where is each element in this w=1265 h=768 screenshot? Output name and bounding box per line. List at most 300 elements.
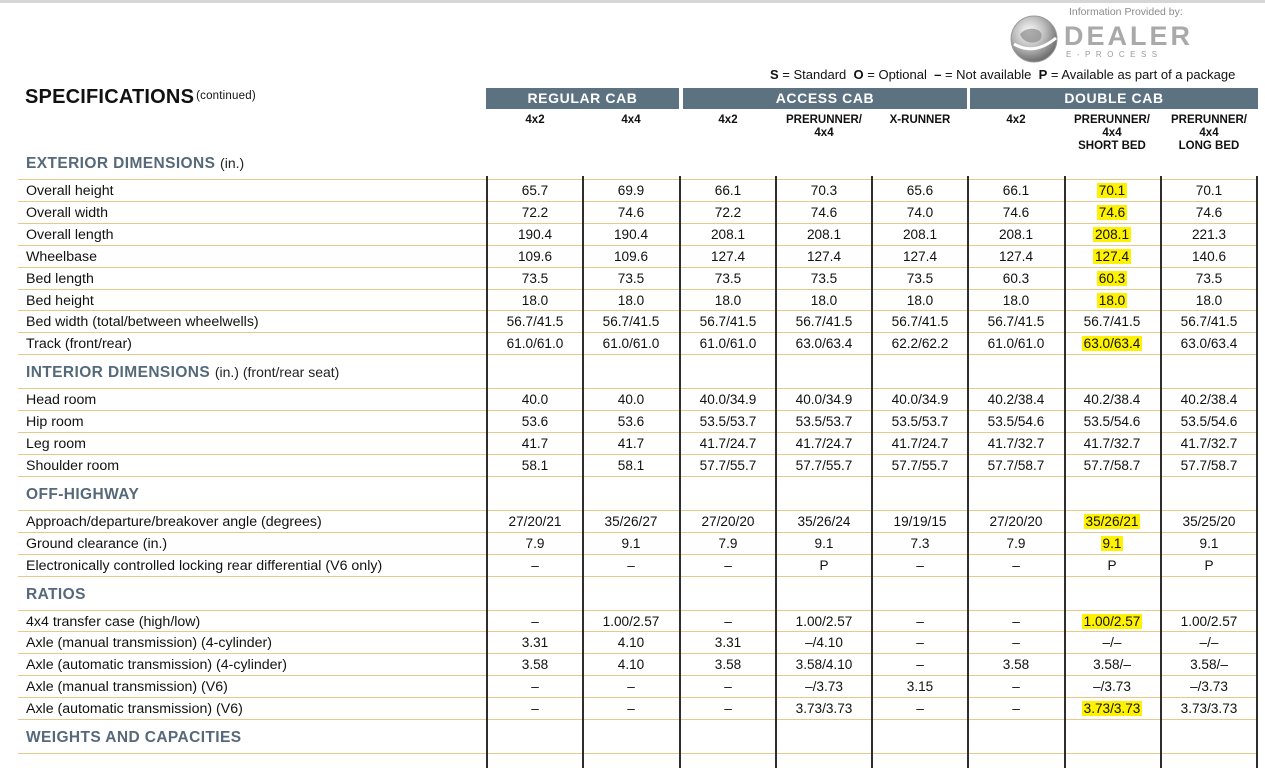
table-cell bbox=[874, 293, 966, 308]
table-cell bbox=[970, 657, 1062, 672]
cell-value: 7.3 bbox=[910, 535, 930, 551]
table-cell bbox=[1163, 205, 1255, 220]
table-cell bbox=[489, 536, 581, 551]
cell-value: 3.15 bbox=[906, 679, 934, 695]
table-cell bbox=[1066, 614, 1158, 629]
table-row bbox=[0, 610, 1265, 632]
cell-value: 3.58 bbox=[714, 657, 742, 673]
cell-value: 3.31 bbox=[714, 635, 742, 651]
table-cell bbox=[874, 205, 966, 220]
table-cell bbox=[1066, 536, 1158, 551]
table-cell bbox=[585, 336, 677, 351]
cell-value: P bbox=[1107, 557, 1117, 573]
variant-header-line: 4x2 bbox=[718, 114, 738, 126]
cell-value: – bbox=[724, 679, 732, 695]
table-cell bbox=[874, 635, 966, 650]
table-cell bbox=[778, 314, 870, 329]
table-cell bbox=[489, 183, 581, 198]
cell-value: 127.4 bbox=[806, 248, 842, 264]
table-row bbox=[0, 631, 1265, 653]
logo-brand-subtext: E-PROCESS bbox=[1066, 50, 1163, 59]
cell-value: 73.5 bbox=[906, 270, 934, 286]
table-cell bbox=[489, 657, 581, 672]
variant-header bbox=[778, 114, 870, 140]
table-cell bbox=[585, 271, 677, 286]
table-cell bbox=[874, 514, 966, 529]
provider-label: Information Provided by: bbox=[1069, 6, 1183, 18]
variant-header bbox=[874, 114, 966, 127]
cell-value: 35/26/21 bbox=[1085, 513, 1139, 529]
cell-value: 127.4 bbox=[902, 248, 938, 264]
cell-value: 74.0 bbox=[906, 204, 934, 220]
cell-value: – bbox=[531, 557, 539, 573]
table-cell bbox=[489, 205, 581, 220]
table-cell bbox=[682, 536, 774, 551]
table-cell bbox=[1163, 657, 1255, 672]
table-row bbox=[0, 675, 1265, 697]
cell-value: 66.1 bbox=[1002, 183, 1030, 198]
cell-value: – bbox=[531, 679, 539, 695]
column-separator bbox=[871, 176, 873, 768]
table-cell bbox=[778, 293, 870, 308]
row-label: Track (front/rear) bbox=[26, 336, 132, 353]
variant-header-line: PRERUNNER/ bbox=[785, 114, 863, 126]
table-cell bbox=[1066, 514, 1158, 529]
table-cell bbox=[970, 293, 1062, 308]
table-cell bbox=[970, 249, 1062, 264]
table-cell bbox=[874, 249, 966, 264]
cell-value: 40.0/34.9 bbox=[891, 392, 949, 408]
table-cell bbox=[1066, 293, 1158, 308]
cell-value: 208.1 bbox=[998, 226, 1034, 242]
cell-value: 73.5 bbox=[1195, 270, 1223, 286]
table-cell bbox=[1163, 414, 1255, 429]
cell-value: – bbox=[531, 613, 539, 629]
table-cell bbox=[970, 458, 1062, 473]
table-cell bbox=[682, 701, 774, 716]
column-separator bbox=[1160, 176, 1162, 768]
cell-value: 73.5 bbox=[521, 270, 549, 286]
cell-value: 72.2 bbox=[714, 204, 742, 220]
variant-header-line: 4x4 bbox=[621, 114, 641, 126]
cell-value: 63.0/63.4 bbox=[1180, 336, 1238, 352]
cell-value: 3.58/4.10 bbox=[795, 657, 853, 673]
cell-value: – bbox=[1012, 613, 1020, 629]
cell-value: 35/25/20 bbox=[1182, 513, 1236, 529]
cell-value: 18.0 bbox=[1098, 292, 1126, 308]
section-unit: (in.) (front/rear seat) bbox=[214, 364, 340, 381]
table-row bbox=[0, 179, 1265, 201]
column-separator bbox=[775, 176, 777, 768]
table-cell bbox=[682, 392, 774, 407]
cell-value: 53.6 bbox=[617, 414, 645, 430]
cab-header-1: REGULAR CAB bbox=[486, 88, 679, 109]
table-cell bbox=[778, 183, 870, 198]
table-cell bbox=[585, 679, 677, 694]
page-title-sub: (continued) bbox=[196, 90, 256, 102]
cell-value: 53.6 bbox=[521, 414, 549, 430]
cell-value: 127.4 bbox=[1094, 248, 1130, 264]
cell-value: 27/20/20 bbox=[701, 513, 755, 529]
row-label: Electronically controlled locking rear differential (V6 only) bbox=[26, 557, 383, 574]
table-cell bbox=[585, 558, 677, 573]
table-cell bbox=[778, 514, 870, 529]
cell-value: 3.58/– bbox=[1190, 657, 1228, 673]
cell-value: 56.7/41.5 bbox=[987, 314, 1045, 330]
legend-s-text: = Standard bbox=[782, 67, 847, 82]
cell-value: – bbox=[724, 701, 732, 717]
row-divider bbox=[18, 753, 1258, 754]
column-separator bbox=[486, 176, 488, 768]
table-cell bbox=[585, 183, 677, 198]
table-cell bbox=[489, 635, 581, 650]
table-cell bbox=[585, 293, 677, 308]
table-cell bbox=[970, 227, 1062, 242]
table-row bbox=[0, 532, 1265, 554]
table-cell bbox=[1066, 336, 1158, 351]
variant-header bbox=[585, 114, 677, 127]
table-cell bbox=[778, 336, 870, 351]
cell-value: 56.7/41.5 bbox=[699, 314, 757, 330]
cell-value: 40.0/34.9 bbox=[795, 392, 853, 408]
variant-header-line: SHORT BED bbox=[1078, 140, 1146, 152]
table-cell bbox=[970, 558, 1062, 573]
cell-value: 40.2/38.4 bbox=[1180, 392, 1238, 408]
row-divider bbox=[18, 719, 1258, 720]
column-separator bbox=[679, 176, 681, 768]
cell-value: 62.2/62.2 bbox=[891, 336, 949, 352]
table-cell bbox=[1066, 205, 1158, 220]
table-cell bbox=[874, 314, 966, 329]
table-cell bbox=[778, 536, 870, 551]
table-cell bbox=[778, 227, 870, 242]
table-cell bbox=[970, 205, 1062, 220]
variant-header bbox=[682, 114, 774, 127]
table-cell bbox=[489, 436, 581, 451]
table-cell bbox=[1163, 271, 1255, 286]
table-cell bbox=[1163, 614, 1255, 629]
table-cell bbox=[489, 271, 581, 286]
cell-value: 74.6 bbox=[1098, 204, 1126, 220]
table-cell bbox=[1066, 271, 1158, 286]
cell-value: 9.1 bbox=[1102, 535, 1122, 551]
table-cell bbox=[489, 614, 581, 629]
variant-header-line: PRERUNNER/ bbox=[1170, 114, 1248, 126]
table-cell bbox=[1163, 392, 1255, 407]
table-cell bbox=[970, 514, 1062, 529]
cell-value: 18.0 bbox=[1002, 292, 1030, 308]
cell-value: 7.9 bbox=[525, 535, 545, 551]
cell-value: 53.5/53.7 bbox=[699, 414, 757, 430]
legend-dash-key: – bbox=[934, 67, 942, 82]
variant-header-line: 4x4 bbox=[1199, 127, 1219, 139]
row-label: Wheelbase bbox=[26, 248, 97, 265]
section-unit: (in.) bbox=[220, 155, 245, 171]
cell-value: 70.1 bbox=[1195, 183, 1223, 198]
cell-value: 7.9 bbox=[718, 535, 738, 551]
table-cell bbox=[489, 701, 581, 716]
cell-value: 3.31 bbox=[521, 635, 549, 651]
cell-value: 3.73/3.73 bbox=[795, 701, 853, 717]
cell-value: P bbox=[1204, 557, 1214, 573]
cell-value: 4.10 bbox=[617, 635, 645, 651]
table-cell bbox=[489, 414, 581, 429]
cell-value: 40.2/38.4 bbox=[1083, 392, 1141, 408]
cell-value: 18.0 bbox=[521, 292, 549, 308]
table-cell bbox=[874, 414, 966, 429]
variant-header-line: LONG BED bbox=[1178, 140, 1240, 152]
table-row bbox=[0, 201, 1265, 223]
cell-value: 66.1 bbox=[714, 183, 742, 198]
row-label: Bed length bbox=[26, 270, 94, 287]
table-cell bbox=[970, 701, 1062, 716]
cell-value: 57.7/55.7 bbox=[699, 457, 757, 473]
table-row bbox=[0, 510, 1265, 532]
cell-value: 109.6 bbox=[517, 248, 553, 264]
table-cell bbox=[585, 414, 677, 429]
table-cell bbox=[1163, 536, 1255, 551]
table-cell bbox=[1163, 314, 1255, 329]
table-cell bbox=[874, 392, 966, 407]
cell-value: 61.0/61.0 bbox=[506, 336, 564, 352]
cell-value: 58.1 bbox=[521, 457, 549, 473]
legend-p-key: P bbox=[1038, 67, 1048, 82]
table-cell bbox=[585, 205, 677, 220]
table-cell bbox=[778, 249, 870, 264]
page-title bbox=[25, 86, 256, 109]
cell-value: 57.7/55.7 bbox=[795, 457, 853, 473]
cell-value: 41.7/24.7 bbox=[891, 436, 949, 451]
table-cell bbox=[778, 271, 870, 286]
cell-value: 1.00/2.57 bbox=[795, 613, 853, 629]
variant-header-line: 4x4 bbox=[814, 127, 834, 139]
table-cell bbox=[874, 679, 966, 694]
cell-value: 74.6 bbox=[1195, 204, 1223, 220]
table-cell bbox=[489, 314, 581, 329]
table-row bbox=[0, 310, 1265, 332]
cab-header-2: ACCESS CAB bbox=[683, 88, 967, 109]
cell-value: 140.6 bbox=[1191, 248, 1227, 264]
cell-value: – bbox=[1012, 701, 1020, 717]
table-cell bbox=[1163, 558, 1255, 573]
row-label: Approach/departure/breakover angle (degrees) bbox=[26, 513, 322, 530]
cell-value: 41.7/24.7 bbox=[795, 436, 853, 451]
cell-value: –/– bbox=[1199, 635, 1219, 651]
cell-value: 18.0 bbox=[1195, 292, 1223, 308]
table-cell bbox=[585, 536, 677, 551]
table-cell bbox=[585, 514, 677, 529]
cell-value: 41.7/32.7 bbox=[1083, 436, 1141, 451]
cell-value: – bbox=[1012, 557, 1020, 573]
table-cell bbox=[682, 293, 774, 308]
cell-value: 18.0 bbox=[617, 292, 645, 308]
table-cell bbox=[585, 614, 677, 629]
variant-header-line: 4x2 bbox=[525, 114, 545, 126]
row-label: 4x4 transfer case (high/low) bbox=[26, 613, 201, 630]
table-cell bbox=[874, 336, 966, 351]
column-separator bbox=[967, 176, 969, 768]
row-label: Bed width (total/between wheelwells) bbox=[26, 314, 259, 331]
cell-value: 41.7 bbox=[521, 436, 549, 451]
row-label: Overall length bbox=[26, 226, 114, 243]
section-title bbox=[26, 729, 241, 747]
cell-value: 41.7 bbox=[617, 436, 645, 451]
section-title bbox=[26, 155, 244, 173]
cell-value: 58.1 bbox=[617, 457, 645, 473]
table-cell bbox=[682, 558, 774, 573]
cell-value: 69.9 bbox=[617, 183, 645, 198]
table-cell bbox=[1163, 227, 1255, 242]
cab-header-3: DOUBLE CAB bbox=[970, 88, 1258, 109]
row-label: Ground clearance (in.) bbox=[26, 535, 168, 552]
cell-value: 56.7/41.5 bbox=[506, 314, 564, 330]
cell-value: 41.7/32.7 bbox=[1180, 436, 1238, 451]
table-cell bbox=[489, 514, 581, 529]
cell-value: P bbox=[819, 557, 829, 573]
cell-value: –/– bbox=[1102, 635, 1122, 651]
row-label: Overall height bbox=[26, 183, 114, 199]
table-cell bbox=[682, 336, 774, 351]
table-cell bbox=[585, 436, 677, 451]
section-title-text: WEIGHTS AND CAPACITIES bbox=[26, 729, 242, 746]
top-rule bbox=[0, 0, 1265, 3]
cell-value: 61.0/61.0 bbox=[987, 336, 1045, 352]
cell-value: – bbox=[916, 701, 924, 717]
cell-value: 60.3 bbox=[1002, 270, 1030, 286]
cell-value: 3.73/3.73 bbox=[1180, 701, 1238, 717]
variant-header-line: 4x4 bbox=[1102, 127, 1122, 139]
table-cell bbox=[682, 183, 774, 198]
table-cell bbox=[1163, 701, 1255, 716]
table-cell bbox=[970, 271, 1062, 286]
table-cell bbox=[585, 314, 677, 329]
table-cell bbox=[1066, 183, 1158, 198]
table-cell bbox=[1066, 314, 1158, 329]
table-row bbox=[0, 454, 1265, 476]
table-cell bbox=[874, 558, 966, 573]
cell-value: –/3.73 bbox=[805, 679, 843, 695]
table-cell bbox=[874, 536, 966, 551]
cell-value: – bbox=[724, 557, 732, 573]
cell-value: – bbox=[627, 701, 635, 717]
table-row bbox=[0, 653, 1265, 675]
table-cell bbox=[682, 271, 774, 286]
row-label: Overall width bbox=[26, 204, 109, 221]
cell-value: 73.5 bbox=[617, 270, 645, 286]
column-separator bbox=[1256, 176, 1258, 768]
variant-header bbox=[1066, 114, 1158, 153]
row-label: Head room bbox=[26, 392, 97, 409]
cell-value: 70.1 bbox=[1098, 183, 1126, 198]
table-cell bbox=[970, 635, 1062, 650]
cell-value: 208.1 bbox=[902, 226, 938, 242]
table-cell bbox=[778, 679, 870, 694]
cell-value: 27/20/21 bbox=[508, 513, 562, 529]
cell-value: –/4.10 bbox=[805, 635, 843, 651]
cell-value: 41.7/24.7 bbox=[699, 436, 757, 451]
cell-value: – bbox=[1012, 679, 1020, 695]
cell-value: – bbox=[724, 613, 732, 629]
row-label: Axle (manual transmission) (V6) bbox=[26, 679, 228, 696]
cell-value: 56.7/41.5 bbox=[1180, 314, 1238, 330]
table-cell bbox=[1066, 458, 1158, 473]
table-cell bbox=[1163, 183, 1255, 198]
cell-value: 18.0 bbox=[810, 292, 838, 308]
section-title-text: EXTERIOR DIMENSIONS bbox=[26, 155, 216, 172]
cell-value: 60.3 bbox=[1098, 270, 1126, 286]
cell-value: 53.5/53.7 bbox=[795, 414, 853, 430]
table-cell bbox=[682, 249, 774, 264]
row-divider bbox=[18, 576, 1258, 577]
table-cell bbox=[1163, 679, 1255, 694]
cell-value: 74.6 bbox=[617, 204, 645, 220]
cell-value: 221.3 bbox=[1191, 226, 1227, 242]
table-cell bbox=[778, 614, 870, 629]
cell-value: 127.4 bbox=[710, 248, 746, 264]
cell-value: 1.00/2.57 bbox=[1180, 613, 1238, 629]
table-cell bbox=[682, 679, 774, 694]
table-cell bbox=[1163, 458, 1255, 473]
cell-value: 53.5/54.6 bbox=[1083, 414, 1141, 430]
table-row bbox=[0, 289, 1265, 311]
table-cell bbox=[874, 701, 966, 716]
table-cell bbox=[778, 414, 870, 429]
table-cell bbox=[970, 392, 1062, 407]
section-title-text: RATIOS bbox=[26, 585, 86, 603]
cell-value: 72.2 bbox=[521, 204, 549, 220]
cell-value: 57.7/58.7 bbox=[1180, 457, 1238, 473]
table-row bbox=[0, 410, 1265, 432]
table-cell bbox=[1163, 336, 1255, 351]
row-label: Bed height bbox=[26, 292, 94, 309]
cell-value: 56.7/41.5 bbox=[891, 314, 949, 330]
legend-o-text: = Optional bbox=[867, 67, 927, 82]
cell-value: 9.1 bbox=[814, 535, 834, 551]
table-row bbox=[0, 245, 1265, 267]
legend-s-key: S bbox=[770, 67, 779, 82]
table-cell bbox=[682, 227, 774, 242]
variant-header-line: PRERUNNER/ bbox=[1073, 114, 1151, 126]
cell-value: 57.7/58.7 bbox=[987, 457, 1045, 473]
cell-value: 40.0 bbox=[617, 392, 645, 408]
cell-value: 73.5 bbox=[714, 270, 742, 286]
table-row bbox=[0, 432, 1265, 454]
cell-value: 70.3 bbox=[810, 183, 838, 198]
row-label: Leg room bbox=[26, 436, 86, 452]
cell-value: 65.6 bbox=[906, 183, 934, 198]
cell-value: – bbox=[1012, 635, 1020, 651]
table-cell bbox=[682, 436, 774, 451]
table-cell bbox=[489, 293, 581, 308]
cell-value: – bbox=[627, 679, 635, 695]
cell-value: 18.0 bbox=[714, 292, 742, 308]
table-cell bbox=[970, 183, 1062, 198]
cell-value: 56.7/41.5 bbox=[1083, 314, 1141, 330]
table-cell bbox=[489, 558, 581, 573]
variant-header bbox=[970, 114, 1062, 127]
table-cell bbox=[778, 701, 870, 716]
table-cell bbox=[778, 205, 870, 220]
cell-value: – bbox=[627, 557, 635, 573]
cell-value: – bbox=[531, 701, 539, 717]
cell-value: 65.7 bbox=[521, 183, 549, 198]
row-divider bbox=[18, 476, 1258, 477]
table-cell bbox=[585, 657, 677, 672]
table-cell bbox=[874, 183, 966, 198]
legend-dash-text: = Not available bbox=[944, 67, 1032, 82]
table-cell bbox=[1066, 414, 1158, 429]
cell-value: 61.0/61.0 bbox=[602, 336, 660, 352]
